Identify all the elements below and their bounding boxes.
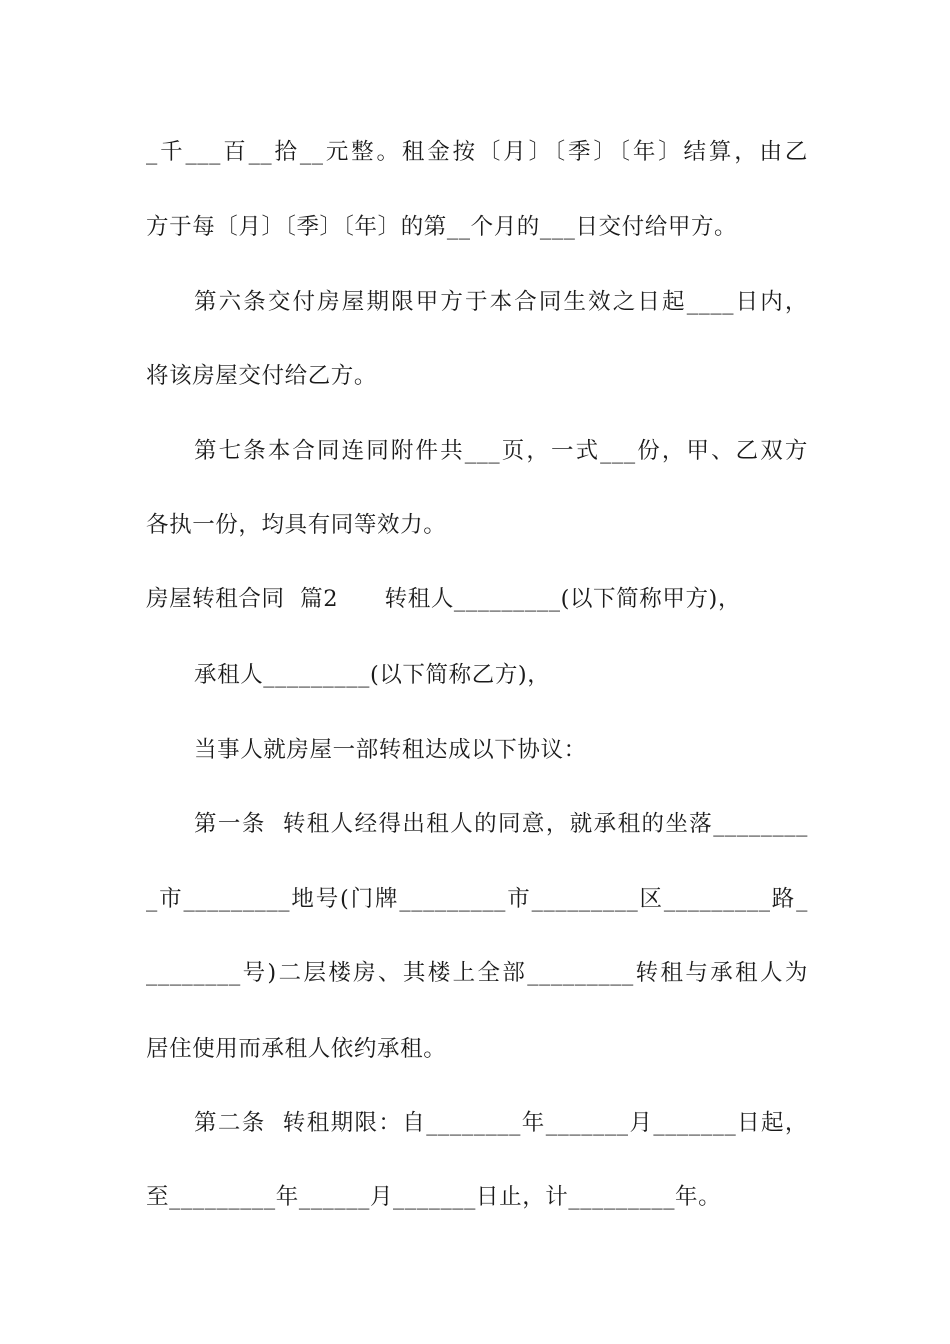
- text-line: 各执一份，均具有同等效力。: [146, 512, 447, 538]
- text-line: 至_________年______月_______日止，计_________年。: [146, 1184, 722, 1210]
- section-heading-line: 房屋转租合同 篇2 转租人_________(以下简称甲方)，: [146, 586, 742, 612]
- text-line: 第七条本合同连同附件共___页，一式___份，甲、乙双方: [194, 438, 808, 464]
- text-line: 第一条 转租人经得出租人的同意，就承租的坐落________: [194, 811, 808, 837]
- text-line: 当事人就房屋一部转租达成以下协议：: [194, 737, 587, 763]
- text-line: 方于每〔月〕〔季〕〔年〕的第__个月的___日交付给甲方。: [146, 214, 738, 240]
- text-line: 居住使用而承租人依约承租。: [146, 1036, 447, 1062]
- text-line: 将该房屋交付给乙方。: [146, 363, 378, 389]
- text-line: 第六条交付房屋期限甲方于本合同生效之日起____日内，: [194, 289, 808, 315]
- text-line: 第二条 转租期限：自________年_______月_______日起，: [194, 1110, 808, 1136]
- text-line: _千___百__拾__元整。租金按〔月〕〔季〕〔年〕结算，由乙: [146, 139, 808, 165]
- text-line: 承租人_________(以下简称乙方)，: [194, 662, 551, 688]
- text-line: _市_________地号(门牌_________市_________区_________路_: [146, 886, 808, 912]
- text-line: ________号)二层楼房、其楼上全部_________转租与承租人为: [146, 960, 808, 986]
